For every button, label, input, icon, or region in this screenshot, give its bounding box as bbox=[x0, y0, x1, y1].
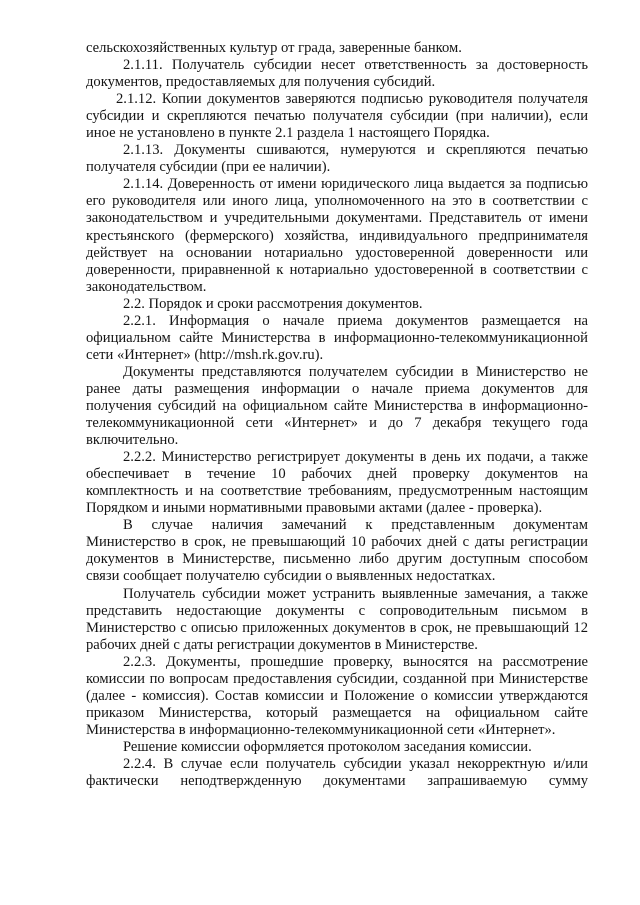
paragraph-2-1-13: 2.1.13. Документы сшиваются, нумеруются и скрепляются печатью получателя субсидии (при ее наличии). bbox=[86, 142, 588, 176]
paragraph-2-2-3: 2.2.3. Документы, прошедшие проверку, выносятся на рассмотрение комиссии по вопросам предоставления субсидии, созданной при Министерстве (далее - комиссия). Состав комиссии и Положение о комиссии утверждаются приказом Министерства, который размещается на официальном сайте Министерства в информационно-телекоммуникационной сети «Интернет». bbox=[86, 653, 588, 738]
paragraph-2-1-12: 2.1.12. Копии документов заверяются подписью руководителя получателя субсидии и скрепляются печатью получателя субсидии (при наличии), если иное не установлено в пункте 2.1 раздела 1 настоящего Порядка. bbox=[86, 91, 588, 142]
paragraph-2-1-11: 2.1.11. Получатель субсидии несет ответственность за достоверность документов, предоставляемых для получения субсидий. bbox=[86, 57, 588, 91]
paragraph-continuation: сельскохозяйственных культур от града, заверенные банком. bbox=[86, 40, 462, 56]
paragraph-documents-submission: Документы представляются получателем субсидии в Министерство не ранее даты размещения информации о начале приема документов для получения субсидий на официальном сайте Министерства в информационно-телекоммуникационной сети «Интернет» и до 7 декабря текущего года включительно. bbox=[86, 363, 588, 449]
paragraph-remarks: В случае наличия замечаний к представленным документам Министерство в срок, не превышающий 10 рабочих дней с даты регистрации документов в Министерстве, письменно либо другим доступным способом связи сообщает получателю субсидии о выявленных недостатках. bbox=[86, 517, 588, 585]
paragraph-corrections: Получатель субсидии может устранить выявленные замечания, а также представить недостающие документы с сопроводительным письмом в Министерство с описью приложенных документов в срок, не превышающий 12 рабочих дней с даты регистрации документов в Министерстве. bbox=[86, 585, 588, 653]
paragraph-2-2-4: 2.2.4. В случае если получатель субсидии указал некорректную и/или фактически неподтвержденную документами запрашиваемую сумму bbox=[86, 755, 588, 790]
section-heading-2-2: 2.2. Порядок и сроки рассмотрения документов. bbox=[123, 295, 423, 312]
paragraph-2-2-1: 2.2.1. Информация о начале приема документов размещается на официальном сайте Министерства в информационно-телекоммуникационной сети «Интернет» (http://msh.rk.gov.ru). bbox=[86, 312, 588, 363]
paragraph-2-2-2: 2.2.2. Министерство регистрирует документы в день их подачи, а также обеспечивает в течение 10 рабочих дней проверку документов на комплектность и на соответствие требованиям, предусмотренным настоящим Порядком и иными нормативными правовыми актами (далее - проверка). bbox=[86, 449, 588, 517]
paragraph-commission-decision: Решение комиссии оформляется протоколом заседания комиссии. bbox=[123, 738, 532, 755]
document-body bbox=[86, 40, 588, 790]
paragraph-2-1-14: 2.1.14. Доверенность от имени юридического лица выдается за подписью его руководителя или иного лица, уполномоченного на это в соответствии с законодательством и учредительными документами. Представитель от имени крестьянского (фермерского) хозяйства, индивидуального предпринимателя действует на основании нотариально удостоверенной доверенности или доверенности, приравненной к нотариально удостоверенной в соответствии с законодательством. bbox=[86, 176, 588, 295]
